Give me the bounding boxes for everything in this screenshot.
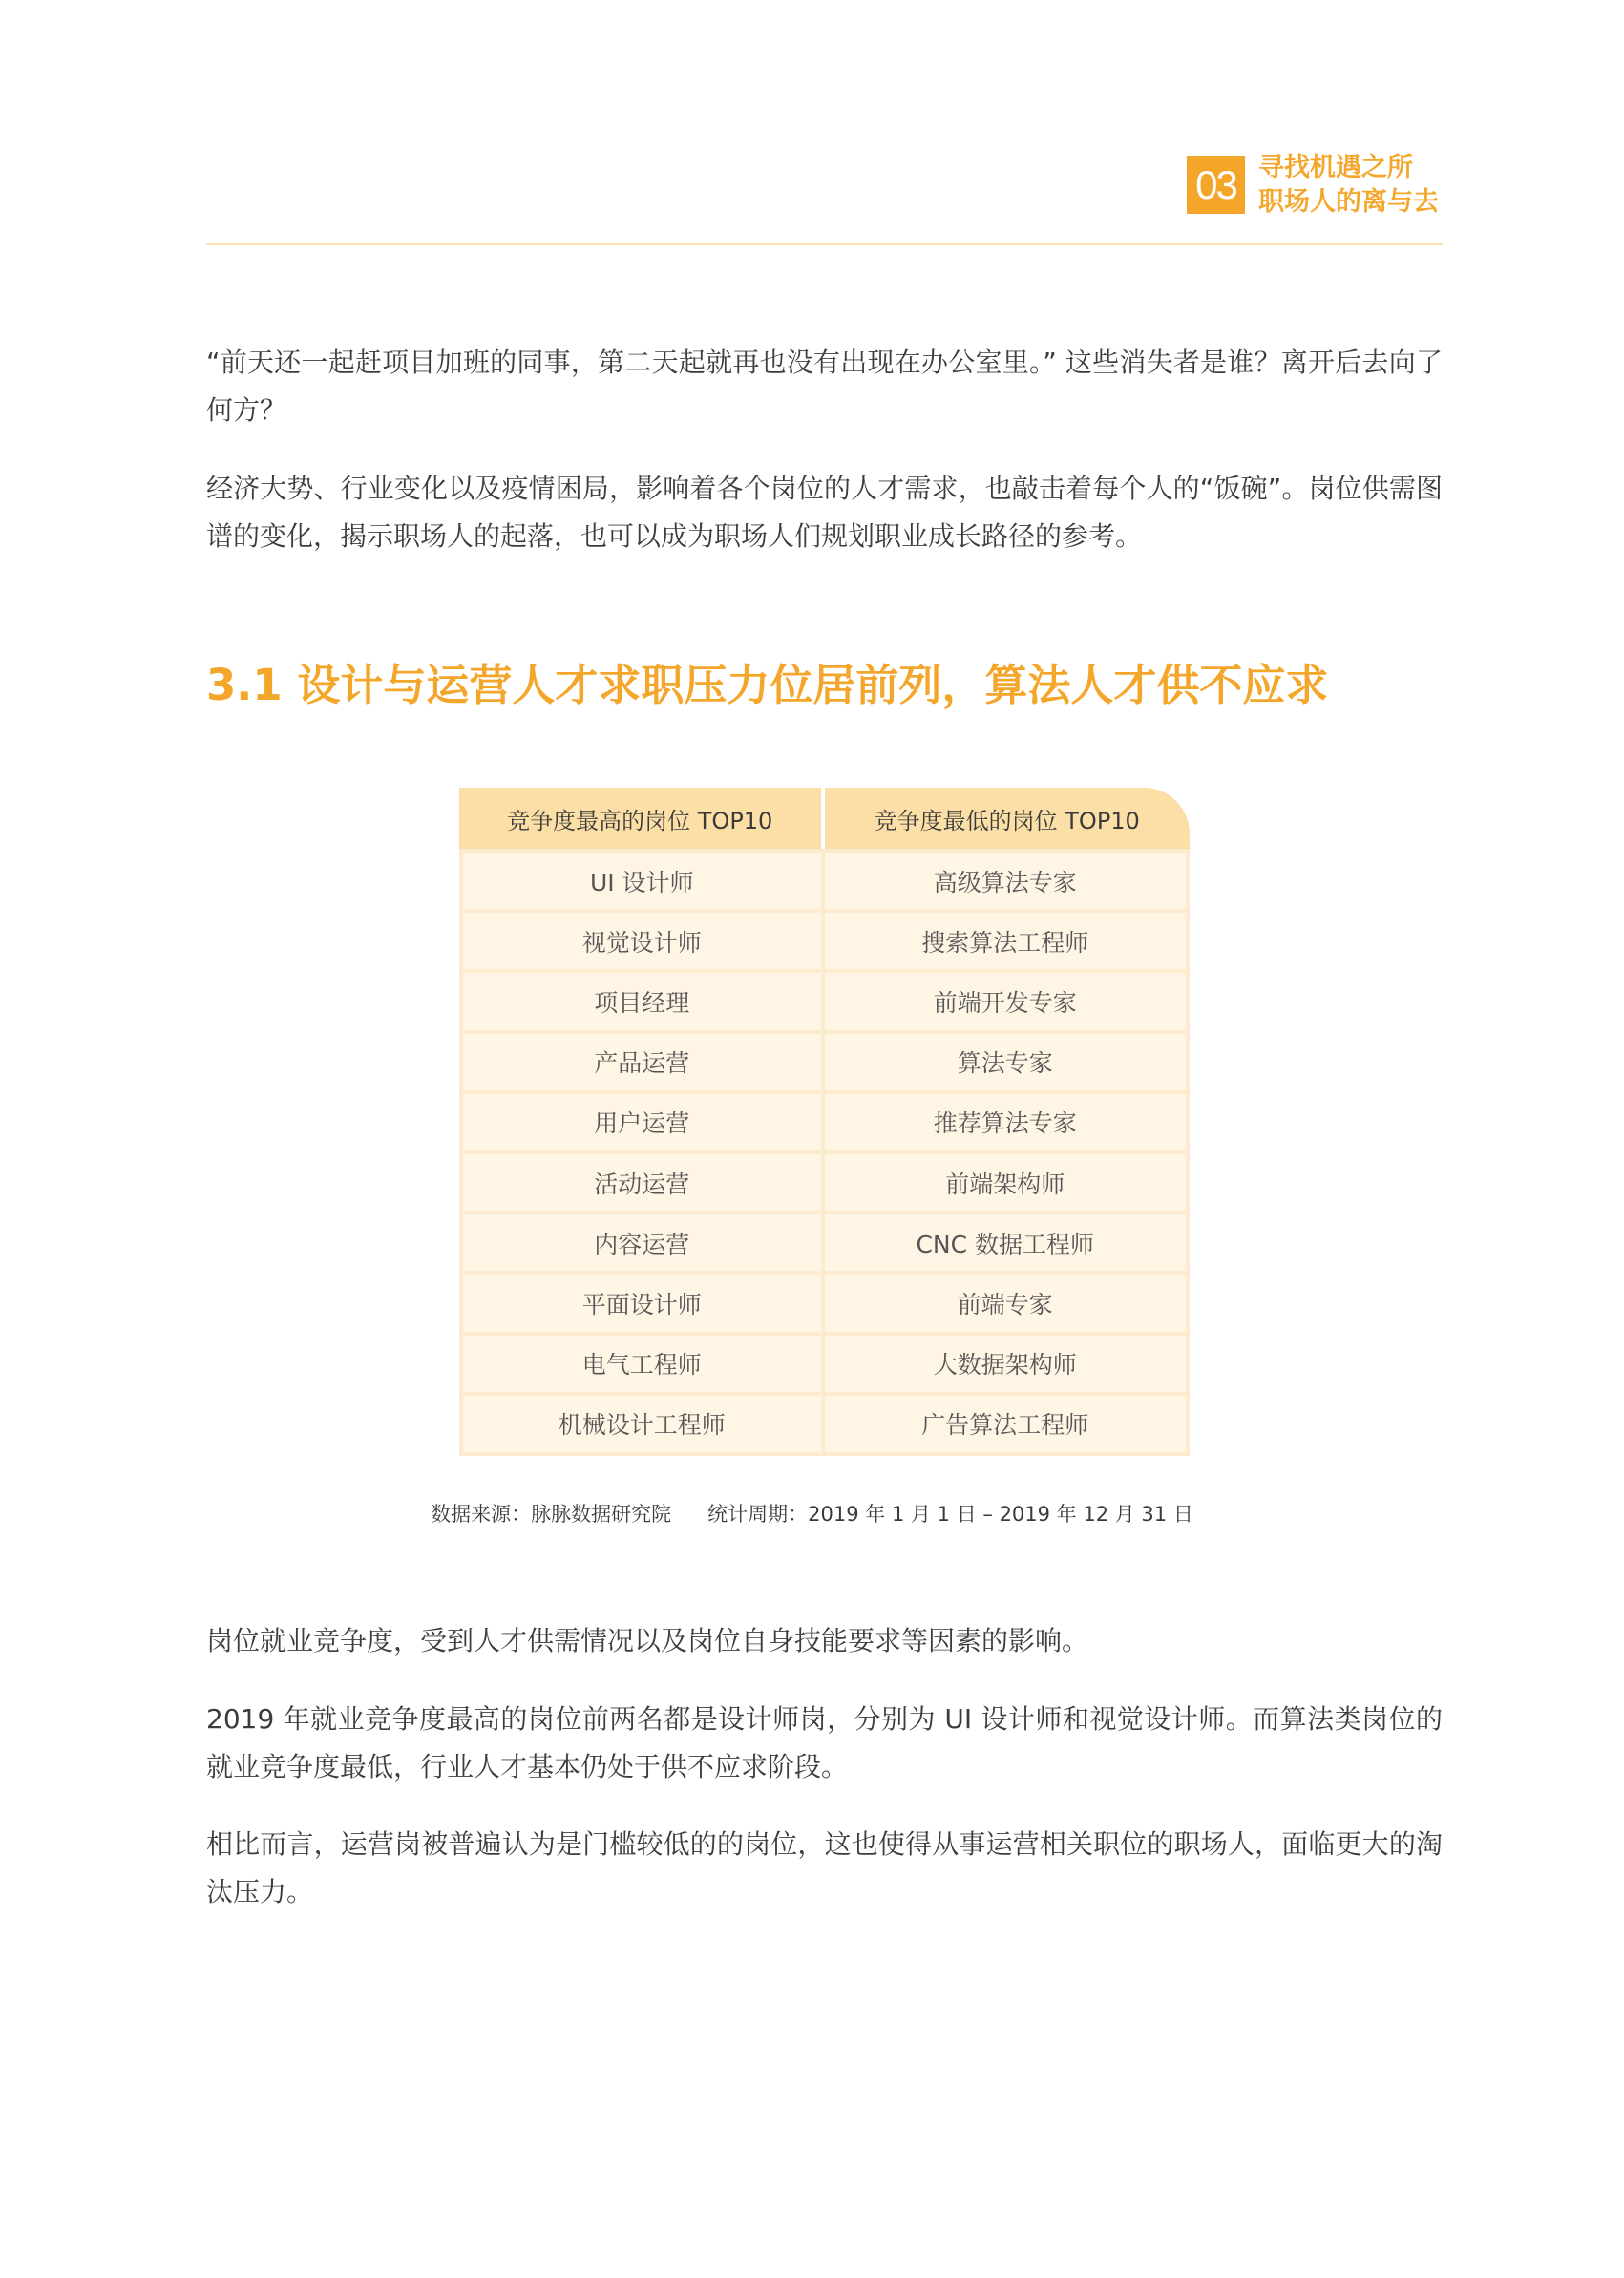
chapter-title-line2: 职场人的离与去	[1258, 187, 1439, 217]
table-cell-low: 广告算法工程师	[825, 1392, 1191, 1456]
table-row	[459, 1332, 1190, 1392]
table-cell-low: 搜索算法工程师	[825, 909, 1191, 969]
table-cell-high: 活动运营	[459, 1150, 825, 1211]
table-cell-low: 算法专家	[825, 1030, 1191, 1090]
competition-table-wrapper	[459, 788, 1190, 1456]
table-cell-low: CNC 数据工程师	[825, 1211, 1191, 1271]
statistics-period: 统计周期：2019 年 1 月 1 日 – 2019 年 12 月 31 日	[707, 1503, 1193, 1526]
table-cell-low: 前端架构师	[825, 1150, 1191, 1211]
data-source-note	[0, 1499, 1624, 1528]
chapter-title-line1: 寻找机遇之所	[1258, 153, 1413, 182]
table-cell-high: 平面设计师	[459, 1271, 825, 1331]
data-source: 数据来源：脉脉数据研究院	[431, 1503, 672, 1526]
body-paragraph-1: 岗位就业竞争度，受到人才供需情况以及岗位自身技能要求等因素的影响。	[206, 1625, 1089, 1656]
chapter-title	[1258, 151, 1439, 220]
intro-paragraph-1: “前天还一起赶项目加班的同事，第二天起就再也没有出现在办公室里。” 这些消失者是谁？离开后去向了何方？	[206, 347, 1443, 426]
table-cell-high: 项目经理	[459, 969, 825, 1029]
table-cell-high: 视觉设计师	[459, 909, 825, 969]
table-cell-high: 电气工程师	[459, 1332, 825, 1392]
table-cell-high: 内容运营	[459, 1211, 825, 1271]
header-highest-competition: 竞争度最高的岗位 TOP10	[459, 788, 825, 849]
header-lowest-competition: 竞争度最低的岗位 TOP10	[825, 788, 1191, 849]
table-row	[459, 1392, 1190, 1456]
table-header-row	[459, 788, 1190, 849]
section-title: 3.1 设计与运营人才求职压力位居前列，算法人才供不应求	[206, 660, 1329, 710]
table-cell-low: 前端专家	[825, 1271, 1191, 1331]
table-row	[459, 1211, 1190, 1271]
table-cell-high: UI 设计师	[459, 849, 825, 909]
table-row	[459, 909, 1190, 969]
body-paragraph-2: 2019 年就业竞争度最高的岗位前两名都是设计师岗，分别为 UI 设计师和视觉设计师。而算法类岗位的就业竞争度最低，行业人才基本仍处于供不应求阶段。	[206, 1703, 1443, 1782]
header-divider	[206, 243, 1443, 245]
table-cell-high: 用户运营	[459, 1090, 825, 1150]
table-row	[459, 1090, 1190, 1150]
table-row	[459, 969, 1190, 1029]
intro-paragraph-2: 经济大势、行业变化以及疫情困局，影响着各个岗位的人才需求，也敲击着每个人的“饭碗”。岗位供需图谱的变化，揭示职场人的起落，也可以成为职场人们规划职业成长路径的参考。	[206, 473, 1443, 552]
table-row	[459, 1271, 1190, 1331]
table-cell-low: 大数据架构师	[825, 1332, 1191, 1392]
competition-table	[459, 788, 1190, 1456]
body-paragraph-3: 相比而言，运营岗被普遍认为是门槛较低的的岗位，这也使得从事运营相关职位的职场人，面临更大的淘汰压力。	[206, 1828, 1443, 1908]
table-cell-low: 前端开发专家	[825, 969, 1191, 1029]
chapter-number-badge: 03	[1187, 156, 1245, 214]
table-cell-high: 产品运营	[459, 1030, 825, 1090]
table-row	[459, 1150, 1190, 1211]
table-cell-low: 推荐算法专家	[825, 1090, 1191, 1150]
table-row	[459, 849, 1190, 909]
table-row	[459, 1030, 1190, 1090]
table-cell-high: 机械设计工程师	[459, 1392, 825, 1456]
table-cell-low: 高级算法专家	[825, 849, 1191, 909]
